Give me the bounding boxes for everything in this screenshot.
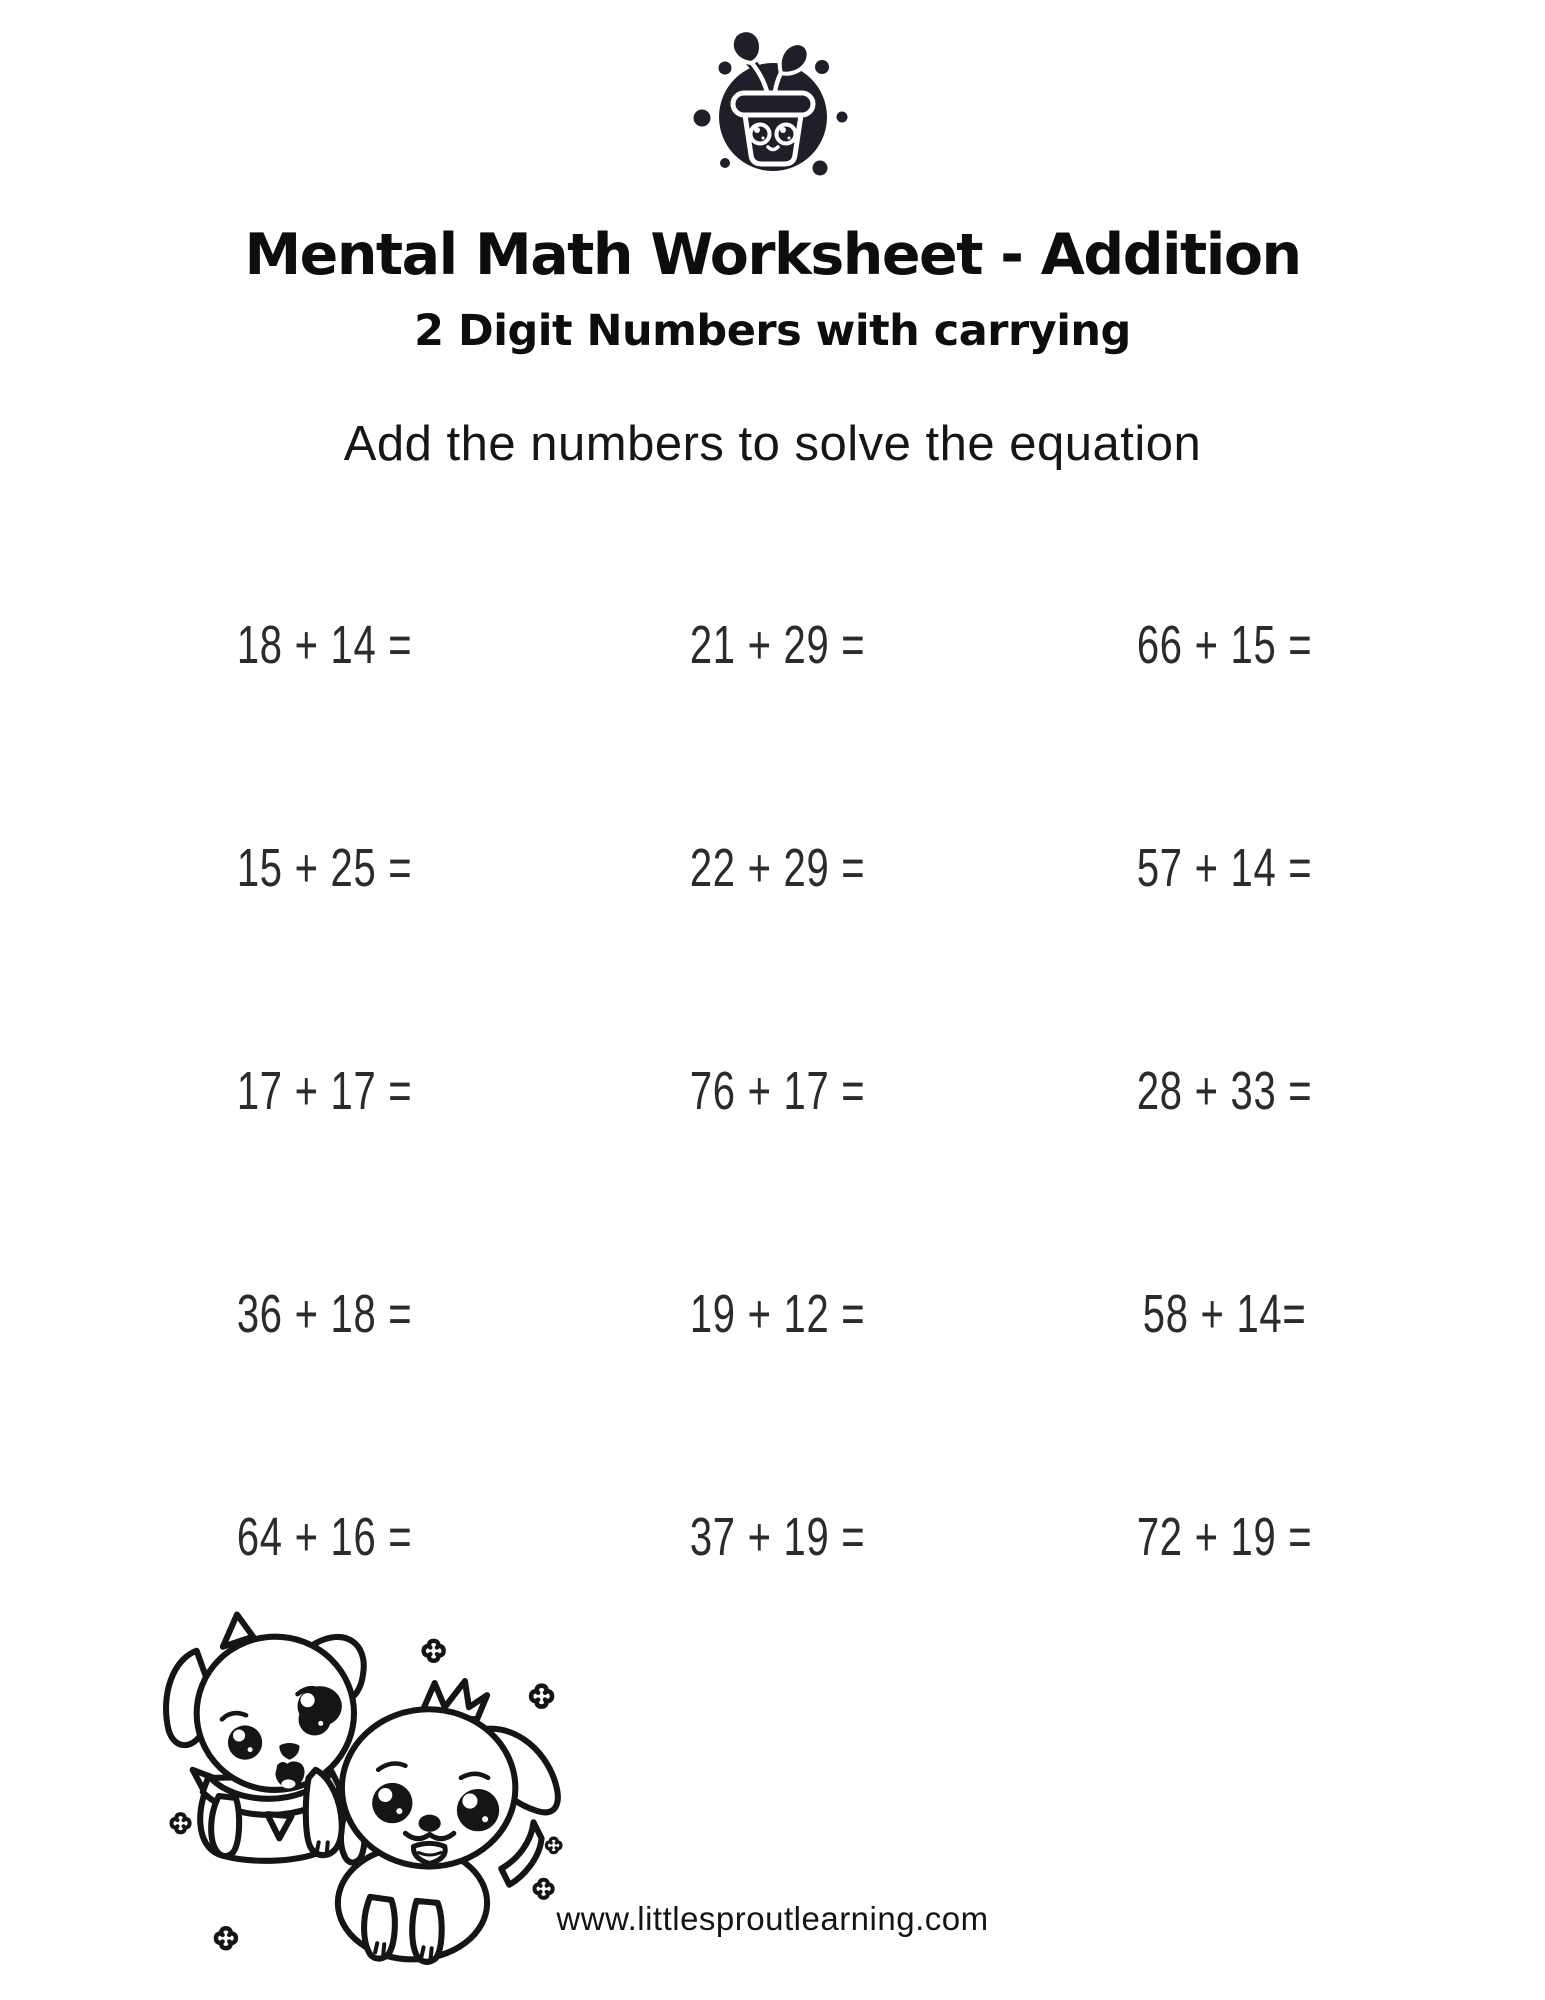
equation-r5c3: 72 + 19 = bbox=[1137, 1507, 1313, 1567]
website-url: www.littlesproutlearning.com bbox=[556, 1900, 989, 1937]
logo bbox=[673, 15, 873, 195]
equation-r4c2: 19 + 12 = bbox=[690, 1284, 866, 1344]
equation-r3c3: 28 + 33 = bbox=[1137, 1061, 1313, 1121]
equation-r3c2: 76 + 17 = bbox=[690, 1061, 866, 1121]
equation-r1c3: 66 + 15 = bbox=[1137, 615, 1313, 675]
equation-r4c1: 36 + 18 = bbox=[237, 1284, 413, 1344]
equation-r2c1: 15 + 25 = bbox=[237, 838, 413, 898]
equation-r1c1: 18 + 14 = bbox=[237, 615, 413, 675]
equation-r5c1: 64 + 16 = bbox=[237, 1507, 413, 1567]
instruction-text: Add the numbers to solve the equation bbox=[343, 417, 1202, 471]
sprout-pot-logo-icon bbox=[673, 15, 873, 195]
equation-r2c3: 57 + 14 = bbox=[1137, 838, 1313, 898]
page-subtitle: 2 Digit Numbers with carrying bbox=[414, 306, 1131, 356]
equation-r1c2: 21 + 29 = bbox=[690, 615, 866, 675]
page-title: Mental Math Worksheet - Addition bbox=[244, 222, 1301, 288]
equation-r3c1: 17 + 17 = bbox=[237, 1061, 413, 1121]
equation-r5c2: 37 + 19 = bbox=[690, 1507, 866, 1567]
equation-r4c3: 58 + 14= bbox=[1143, 1284, 1307, 1344]
equation-r2c2: 22 + 29 = bbox=[690, 838, 866, 898]
